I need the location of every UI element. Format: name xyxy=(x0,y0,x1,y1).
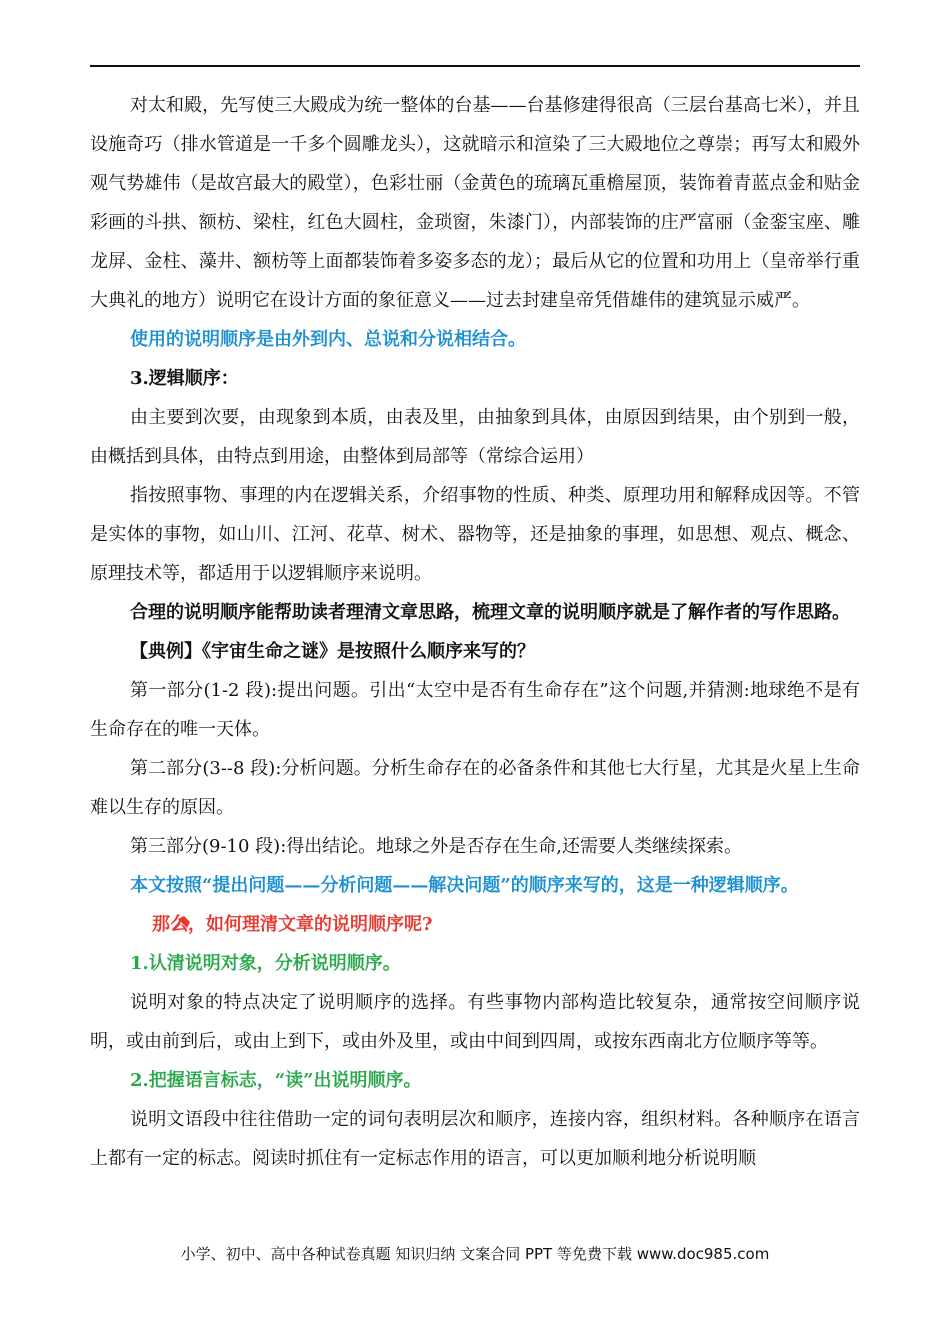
paragraph-logical-definition: 指按照事物、事理的内在逻辑关系，介绍事物的性质、种类、原理功用和解释成因等。不管是实体的事物，如山川、江河、花草、树术、器物等，还是抽象的事理，如思想、观点、概念、原理技术等，都适用于以逻辑顺序来说明。 xyxy=(90,485,860,584)
question-text: 那么，如何理清文章的说明顺序呢? xyxy=(152,914,433,935)
document-body xyxy=(90,86,860,1178)
example-part-1: 第一部分(1-2 段):提出问题。引出“太空中是否有生命存在”这个问题,并猜测:地球绝不是有生命存在的唯一天体。 xyxy=(90,680,860,740)
order-summary: 使用的说明顺序是由外到内、总说和分说相结合。 xyxy=(130,329,526,350)
example-heading: 【典例】《宇宙生命之谜》是按照什么顺序来写的？ xyxy=(130,641,535,662)
paragraph-reasonable-order: 合理的说明顺序能帮助读者理清文章思路，梳理文章的说明顺序就是了解作者的写作思路。 xyxy=(130,602,850,623)
footer-advert: 小学、初中、高中各种试卷真题 知识归纳 文案合同 PPT 等免费下载 www.doc985.com xyxy=(180,1245,770,1263)
paragraph-logical-list: 由主要到次要，由现象到本质，由表及里，由抽象到具体，由原因到结果，由个别到一般，由概括到具体，由特点到用途，由整体到局部等（常综合运用） xyxy=(90,407,860,467)
example-part-3: 第三部分(9-10 段):得出结论。地球之外是否存在生命,还需要人类继续探索。 xyxy=(130,836,742,857)
heading-logical-order: 3.逻辑顺序： xyxy=(130,368,239,389)
method-2-body: 说明文语段中往往借助一定的词句表明层次和顺序，连接内容，组织材料。各种顺序在语言上都有一定的标志。阅读时抓住有一定标志作用的语言，可以更加顺利地分析说明顺 xyxy=(90,1109,860,1169)
method-1-body: 说明对象的特点决定了说明顺序的选择。有些事物内部构造比较复杂，通常按空间顺序说明，或由前到后，或由上到下，或由外及里，或由中间到四周，或按东西南北方位顺序等等。 xyxy=(90,992,860,1052)
paragraph-taihe-hall: 对太和殿，先写使三大殿成为统一整体的台基——台基修建得很高（三层台基高七米），并且设施奇巧（排水管道是一千多个圆雕龙头），这就暗示和渲染了三大殿地位之尊崇；再写太和殿外观气势雄伟（是故宫最大的殿堂），色彩壮丽（金黄色的琉璃瓦重檐屋顶，装饰着青蓝点金和贴金彩画的斗拱、额枋、梁柱，红色大圆柱，金琐窗，朱漆门），内部装饰的庄严富丽（金銮宝座、雕龙屏、金柱、藻井、额枋等上面都装饰着多姿多态的龙）；最后从它的位置和功用上（皇帝举行重大典礼的地方）说明它在设计方面的象征意义——过去封建皇帝凭借雄伟的建筑显示威严。 xyxy=(90,95,860,311)
example-part-2: 第二部分(3--8 段):分析问题。分析生命存在的必备条件和其他七大行星，尤其是火星上生命难以生存的原因。 xyxy=(90,758,860,818)
method-1-heading: 1.认清说明对象，分析说明顺序。 xyxy=(130,953,401,974)
header-rule xyxy=(90,65,860,67)
pushpin-icon xyxy=(130,907,152,925)
method-2-heading: 2.把握语言标志，“读”出说明顺序。 xyxy=(130,1070,422,1091)
question-heading xyxy=(90,905,860,944)
example-conclusion: 本文按照“提出问题——分析问题——解决问题”的顺序来写的，这是一种逻辑顺序。 xyxy=(130,875,799,896)
